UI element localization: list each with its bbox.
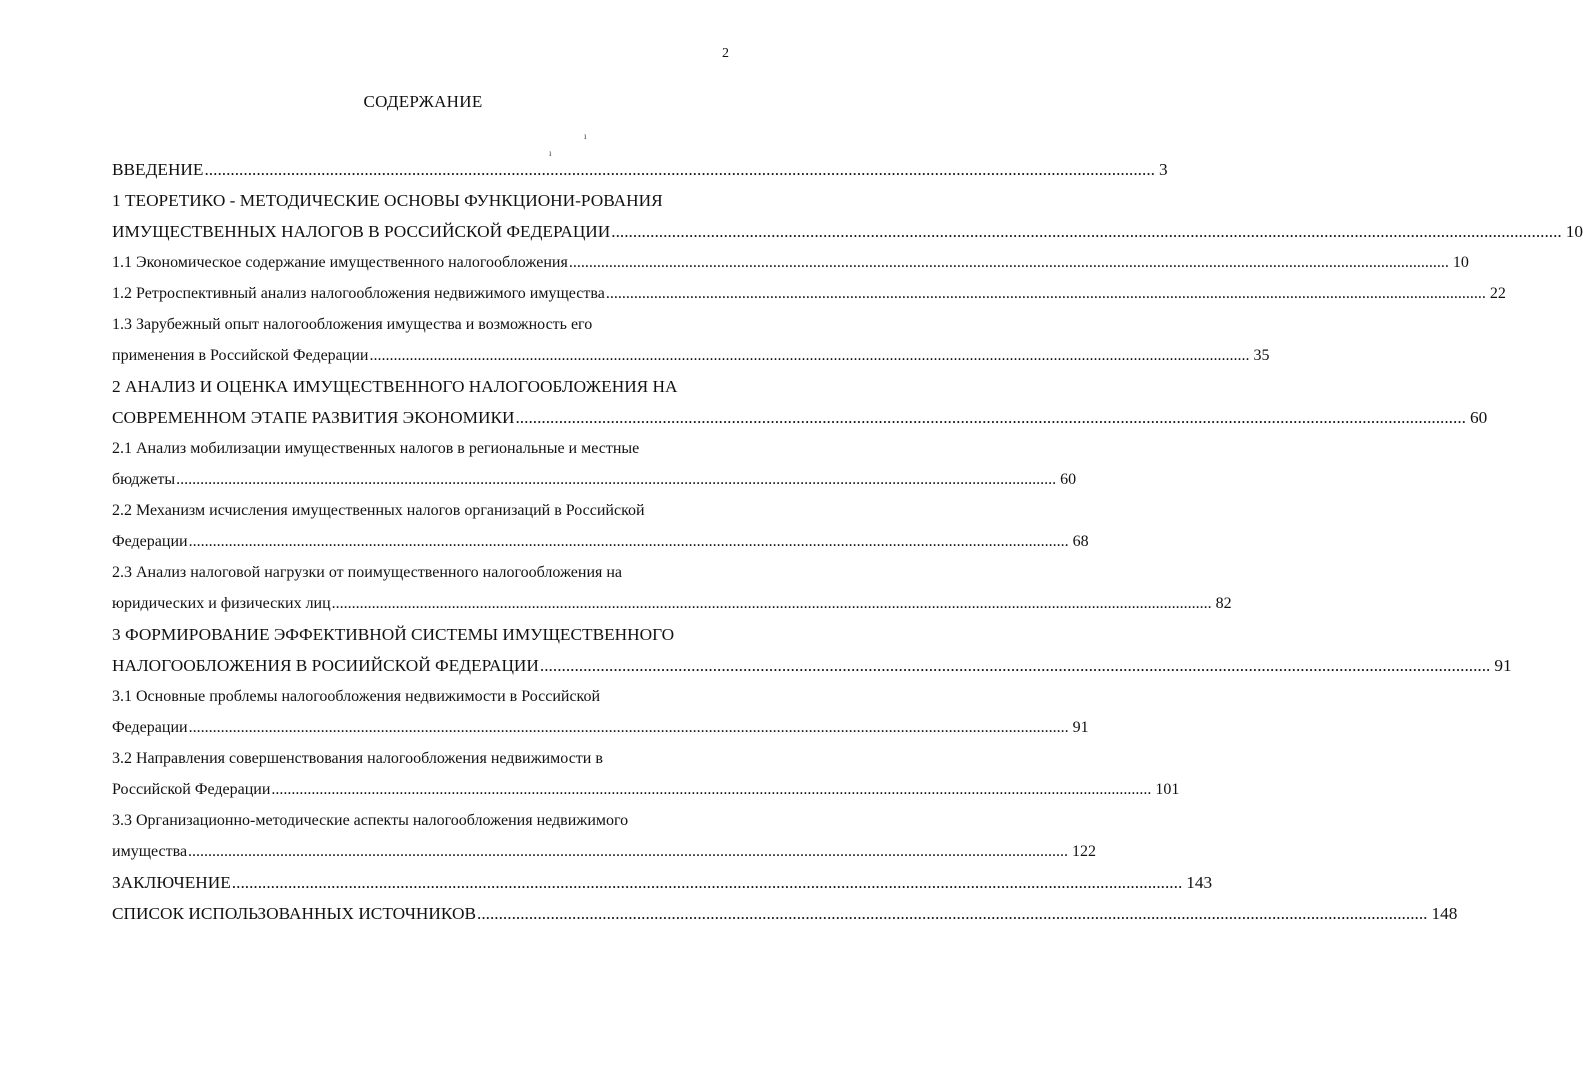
toc-entry-title: 2.3 Анализ налоговой нагрузки от поимущественного налогообложения на [112,564,623,581]
toc-entry-title: 1.1 Экономическое содержание имущественного налогообложения [112,254,568,271]
dot-leader: ............................................................................................................................................................................................................................ [188,533,1069,550]
toc-entry-title: Федерации [112,533,188,550]
table-of-contents [112,154,1583,929]
toc-entry [112,743,1180,805]
dot-leader: ............................................................................................................................................................................................................................ [271,781,1152,798]
toc-page-number: 143 [1186,873,1213,892]
toc-entry-title: СПИСОК ИСПОЛЬЗОВАННЫХ ИСТОЧНИКОВ [112,904,476,923]
toc-entry [112,309,1270,371]
toc-entry-title: 3 ФОРМИРОВАНИЕ ЭФФЕКТИВНОЙ СИСТЕМЫ ИМУЩЕСТВЕННОГО [112,625,675,644]
toc-page-number: 91 [1494,656,1512,675]
toc-entry-title: 2.2 Механизм исчисления имущественных налогов организаций в Российской [112,502,645,519]
toc-entry-title: 1.3 Зарубежный опыт налогообложения имущества и возможность его [112,316,593,333]
toc-entry-title: имущества [112,843,188,860]
toc-entry [112,557,1232,619]
toc-entry-title: СОВРЕМЕННОМ ЭТАПЕ РАЗВИТИЯ ЭКОНОМИКИ [112,408,515,427]
dot-leader: ............................................................................................................................................................................................................................ [231,873,1183,892]
toc-page-number: 122 [1072,843,1097,860]
toc-entry [112,185,1583,247]
toc-entry-title: Федерации [112,719,188,736]
scan-mark: ı [584,131,587,141]
dot-leader: ............................................................................................................................................................................................................................ [539,656,1491,675]
toc-entry [112,898,1458,929]
toc-entry-title: 3.1 Основные проблемы налогообложения недвижимости в Российской [112,688,601,705]
toc-entry [112,154,1168,185]
toc-page-number: 60 [1469,408,1488,427]
toc-page-number: 3 [1158,160,1168,179]
dot-leader: ............................................................................................................................................................................................................................ [331,595,1212,612]
toc-entry [112,433,1077,495]
toc-entry-title: ВВЕДЕНИЕ [112,160,204,179]
page-number: 2 [722,46,729,61]
toc-page-number: 10 [1565,222,1583,241]
toc-entry-title: ИМУЩЕСТВЕННЫХ НАЛОГОВ В РОССИЙСКОЙ ФЕДЕРАЦИИ [112,222,611,241]
toc-entry-title: НАЛОГООБЛОЖЕНИЯ В РОСИИЙСКОЙ ФЕДЕРАЦИИ [112,656,539,675]
dot-leader: ............................................................................................................................................................................................................................ [188,719,1069,736]
toc-entry [112,371,1488,433]
toc-page-number: 10 [1452,254,1469,271]
toc-page-number: 148 [1431,904,1458,923]
dot-leader: ............................................................................................................................................................................................................................ [204,160,1155,179]
toc-entry [112,495,1089,557]
toc-page-number: 68 [1072,533,1089,550]
toc-entry-title: 1.2 Ретроспективный анализ налогообложения недвижимого имущества [112,285,605,302]
toc-entry [112,805,1097,867]
dot-leader: ............................................................................................................................................................................................................................ [605,285,1486,302]
toc-page-number: 82 [1215,595,1232,612]
page-title: СОДЕРЖАНИЕ [363,92,483,111]
toc-entry-title: 3.2 Направления совершенствования налогообложения недвижимости в [112,750,603,767]
toc-entry-title: 2 АНАЛИЗ И ОЦЕНКА ИМУЩЕСТВЕННОГО НАЛОГООБЛОЖЕНИЯ НА [112,377,678,396]
toc-page-number: 101 [1155,781,1180,798]
dot-leader: ............................................................................................................................................................................................................................ [611,222,1562,241]
toc-entry-title: юридических и физических лиц [112,595,331,612]
toc-entry-title: 1 ТЕОРЕТИКО - МЕТОДИЧЕСКИЕ ОСНОВЫ ФУНКЦИОНИ-РОВАНИЯ [112,191,663,210]
dot-leader: ............................................................................................................................................................................................................................ [188,843,1069,860]
toc-page-number: 35 [1253,347,1270,364]
toc-entry-title: ЗАКЛЮЧЕНИЕ [112,873,231,892]
dot-leader: ............................................................................................................................................................................................................................ [515,408,1466,427]
toc-entry [112,247,1469,278]
scan-mark: ı [549,148,552,158]
dot-leader: ............................................................................................................................................................................................................................ [176,471,1057,488]
toc-entry-title: применения в Российской Федерации [112,347,369,364]
toc-page-number: 60 [1060,471,1077,488]
dot-leader: ............................................................................................................................................................................................................................ [369,347,1250,364]
toc-entry-title: 2.1 Анализ мобилизации имущественных налогов в региональные и местные [112,440,640,457]
toc-entry-title: бюджеты [112,471,176,488]
dot-leader: ............................................................................................................................................................................................................................ [568,254,1449,271]
toc-entry [112,867,1213,898]
toc-entry-title: Российской Федерации [112,781,271,798]
toc-entry [112,681,1089,743]
toc-entry-title: 3.3 Организационно-методические аспекты налогообложения недвижимого [112,812,629,829]
toc-entry [112,278,1506,309]
dot-leader: ............................................................................................................................................................................................................................ [477,904,1428,923]
toc-entry [112,619,1512,681]
toc-page-number: 22 [1489,285,1506,302]
toc-page-number: 91 [1072,719,1089,736]
